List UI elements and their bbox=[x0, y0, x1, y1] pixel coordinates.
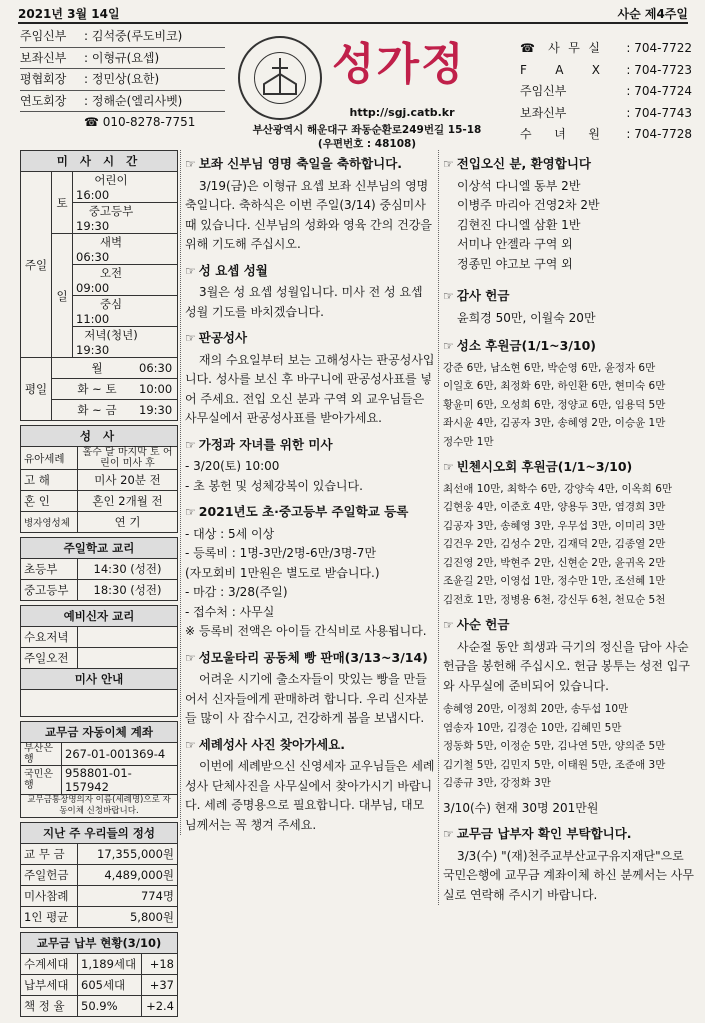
contact-row: 수 녀 원 : 704-7728 bbox=[520, 127, 692, 141]
notice: ☞ 보좌 신부님 영명 축일을 축하합니다. 3/19(금)은 이형규 요셉 보좌 신부님의 영명 축일니다. 축하식은 이번 주일(3/14) 중심미사 때 있습니다. 신부님의 성화와 영육 간의 건강을 위해 기도해 주십시오. bbox=[185, 156, 432, 251]
contact-row: 주임신부 : 704-7724 bbox=[520, 84, 692, 98]
hand-pointer-icon: ☞ bbox=[185, 437, 196, 452]
masthead bbox=[232, 26, 502, 150]
contact-list bbox=[520, 38, 692, 146]
notice: ☞ 성 요셉 성월 3월은 성 요셉 성월입니다. 미사 전 성 요셉 성월 기도를 바치겠습니다. bbox=[185, 262, 423, 319]
staff-row: 평협회장 : 정민상(요한) bbox=[20, 69, 225, 91]
hand-pointer-icon: ☞ bbox=[443, 157, 454, 171]
contact-row: ☎ 사 무 실 : 704-7722 bbox=[520, 41, 692, 55]
top-bar bbox=[18, 4, 688, 24]
liturgical-week: 사순 제4주일 bbox=[617, 7, 688, 21]
notice: ☞ 판공성사 재의 수요일부터 보는 고해성사는 판공성사입니다. 성사를 보신 후 바구니에 판공성사표를 넣어 주세요. 전입 오신 분과 구역 외 교우님들은 사무실에서 판공성사표를 받아가세요. bbox=[185, 330, 435, 425]
hand-pointer-icon: ☞ bbox=[185, 157, 196, 171]
hand-pointer-icon: ☞ bbox=[443, 339, 454, 353]
notice: ☞ 성모울타리 공동체 빵 판매(3/13~3/14) 어려운 시기에 출소자들이 맛있는 빵을 만들어서 신자들에게 판매하려 합니다. 우리 신자분들 많이 사 잡수시고, 건강하게 봄을 보냅시다. bbox=[185, 649, 429, 725]
newsletter-title: 성가정 bbox=[332, 39, 466, 90]
staff-row: 주임신부 : 김석중(루도비코) bbox=[20, 26, 225, 48]
catechumen-table: 예비신자 교리 수요저녁 주일오전 미사 안내 bbox=[20, 605, 178, 717]
staff-row: 보좌신부 : 이형규(요셉) bbox=[20, 48, 225, 70]
hand-pointer-icon: ☞ bbox=[185, 737, 196, 752]
contact-phone: ☎ 010-8278-7751 bbox=[84, 115, 196, 129]
mass-schedule-title: 미 사 시 간 bbox=[21, 151, 178, 172]
hand-pointer-icon: ☞ bbox=[443, 289, 454, 303]
sidebar bbox=[20, 150, 178, 1017]
hand-pointer-icon: ☞ bbox=[443, 460, 454, 474]
tithe-status-table: 교무금 납부 현황(3/10) 수계세대 1,189세대 +18 납부세대 605세대 +37 책 정 율 50.9% +2.4 bbox=[20, 932, 178, 1017]
notice: ☞ 가정과 자녀를 위한 미사 - 3/20(토) 10:00 - 초 봉헌 및 성체강복이 있습니다. bbox=[185, 436, 363, 493]
donations-column: ☞ 전입오신 분, 환영합니다 이상석 다니엘 동부 2반 이병주 마리아 건영2차 2반 김현진 다니엘 삼환 1반 서미나 안젤라 구역 외 정종민 야고보 구역 외 ☞ 감사 헌금 윤희경 50만, 이월숙 20만 ☞ 성소 후원금(1/1~3/10) 강준 6만, 남소현 6만, 박순영 6만, 윤정자 6만 이일호 6만, 최정화 6만, 하인환 6만, 현미숙 6만 황윤미 6만, 오성희 6만, 정양교 6만, 임용덕 5만 좌시윤 4만, 김공자 3만, 송혜영 2만, 이승윤 1만 정수만 1만 ☞ 빈첸시오회 후원금(1/1~3/10) 최선애 10만, 최학수 6만, 강양숙 4만, 이옥희 6만 김현웅 4만, 이준호 4만, 양용두 3만, 염경희 3만 김공자 3만, 송혜영 3만, 우무섭 3만, 이미리 3만 김건우 2만, 김성수 2만, 김재덕 2만, 김종열 2만 김진영 2만, 박현주 2만, 신현순 2만, 윤귀옥 2만 조윤길 2만, 이영섭 1만, 정수만 1만, 조선혜 1만 김전호 1만, 정병용 6천, 강신두 6천, 천묘순 5천 ☞ 사순 헌금 사순절 동안 희생과 극기의 정신을 담아 사순헌금을 봉헌해 주십시오. 헌금 봉투는 성전 입구와 사무실에 준비되어 있습니다. 송혜영 20만, 이정희 20만, 송두섭 10만 염송자 10만, 김경순 10만, 김혜민 5만 정동화 5만, 이정순 5만, 김나연 5만, 양의준 5만 김기철 5만, 김민지 5만, 이태원 5만, 조준애 3만 김종규 3만, 강정화 3만 3/10(수) 현재 30명 201만원 ☞ 교무금 납부자 확인 부탁합니다. 3/3(수) "(재)천주교부산교구유지재단"으로 국민은행에 교무금 계좌이체 하신 분께서는 사무실로 연락해 주시기 바랍니다. bbox=[438, 150, 695, 905]
hand-pointer-icon: ☞ bbox=[443, 618, 454, 632]
website-url[interactable]: http://sgj.catb.kr bbox=[349, 106, 455, 119]
hand-pointer-icon: ☞ bbox=[443, 827, 454, 841]
sacrament-table: 성 사 유아세례 홀수 달 마지막 토 어린이 미사 후 고 해 미사 20분 전 혼 인 혼인 2개월 전 병자영성체 연 기 bbox=[20, 425, 178, 533]
contact-row: F A X : 704-7723 bbox=[520, 62, 692, 77]
hand-pointer-icon: ☞ bbox=[185, 263, 196, 278]
offering-table: 지난 주 우리들의 정성 교 무 금 17,355,000원 주일헌금 4,489,000원 미사참례 774명 1인 평균 5,800원 bbox=[20, 822, 178, 928]
issue-date: 2021년 3월 14일 bbox=[18, 7, 120, 21]
announcements-column bbox=[180, 150, 435, 835]
mass-schedule-table: 미 사 시 간 주일 토 어린이16:00 중고등부19:30 일 새벽06:30 오전09:00 중심11:00 저녁(청년)19:30 평일 월 06:30 화 ~ 토 10:00 화 ~ 금 19:30 bbox=[20, 150, 178, 421]
staff-list bbox=[20, 26, 225, 133]
auto-transfer-table: 교무금 자동이체 계좌 부산은행 267-01-001369-4 국민은행 958801-01-157942 교무금통장명의자 이름(세례명)으로 자동이체 신청바랍니다. bbox=[20, 721, 178, 818]
hand-pointer-icon: ☞ bbox=[185, 505, 196, 519]
notice: ☞ 세례성사 사진 찾아가세요. 이번에 세례받으신 신영세자 교우님들은 세례성사 단체사진을 사무실에서 찾아가시기 바랍니다. 세례 증명용으로 필요합니다. 대부님, 대모님께서는 꼭 챙겨 주세요. bbox=[185, 736, 435, 832]
notice: ☞ 2021년도 초·중고등부 주일학교 등록 - 대상 : 5세 이상 - 등록비 : 1명-3만/2명-6만/3명-7만 (자모회비 1만원은 별도로 받습니다.) - 마감 : 3/28(주일) - 접수처 : 사무실 ※ 등록비 전액은 아이들 간식비로 사용됩니다. bbox=[185, 504, 427, 638]
church-address: 부산광역시 해운대구 좌동순환로249번길 15-18 bbox=[252, 124, 482, 136]
contact-row: 보좌신부 : 704-7743 bbox=[520, 105, 692, 120]
hand-pointer-icon: ☞ bbox=[185, 331, 196, 345]
sunday-school-table: 주일학교 교리 초등부 14:30 (성전) 중고등부 18:30 (성전) bbox=[20, 537, 178, 601]
hand-pointer-icon: ☞ bbox=[185, 650, 196, 665]
staff-row: 연도회장 : 정해순(엘리사벳) bbox=[20, 91, 225, 113]
postal-code: (우편번호 : 48108) bbox=[317, 138, 417, 150]
